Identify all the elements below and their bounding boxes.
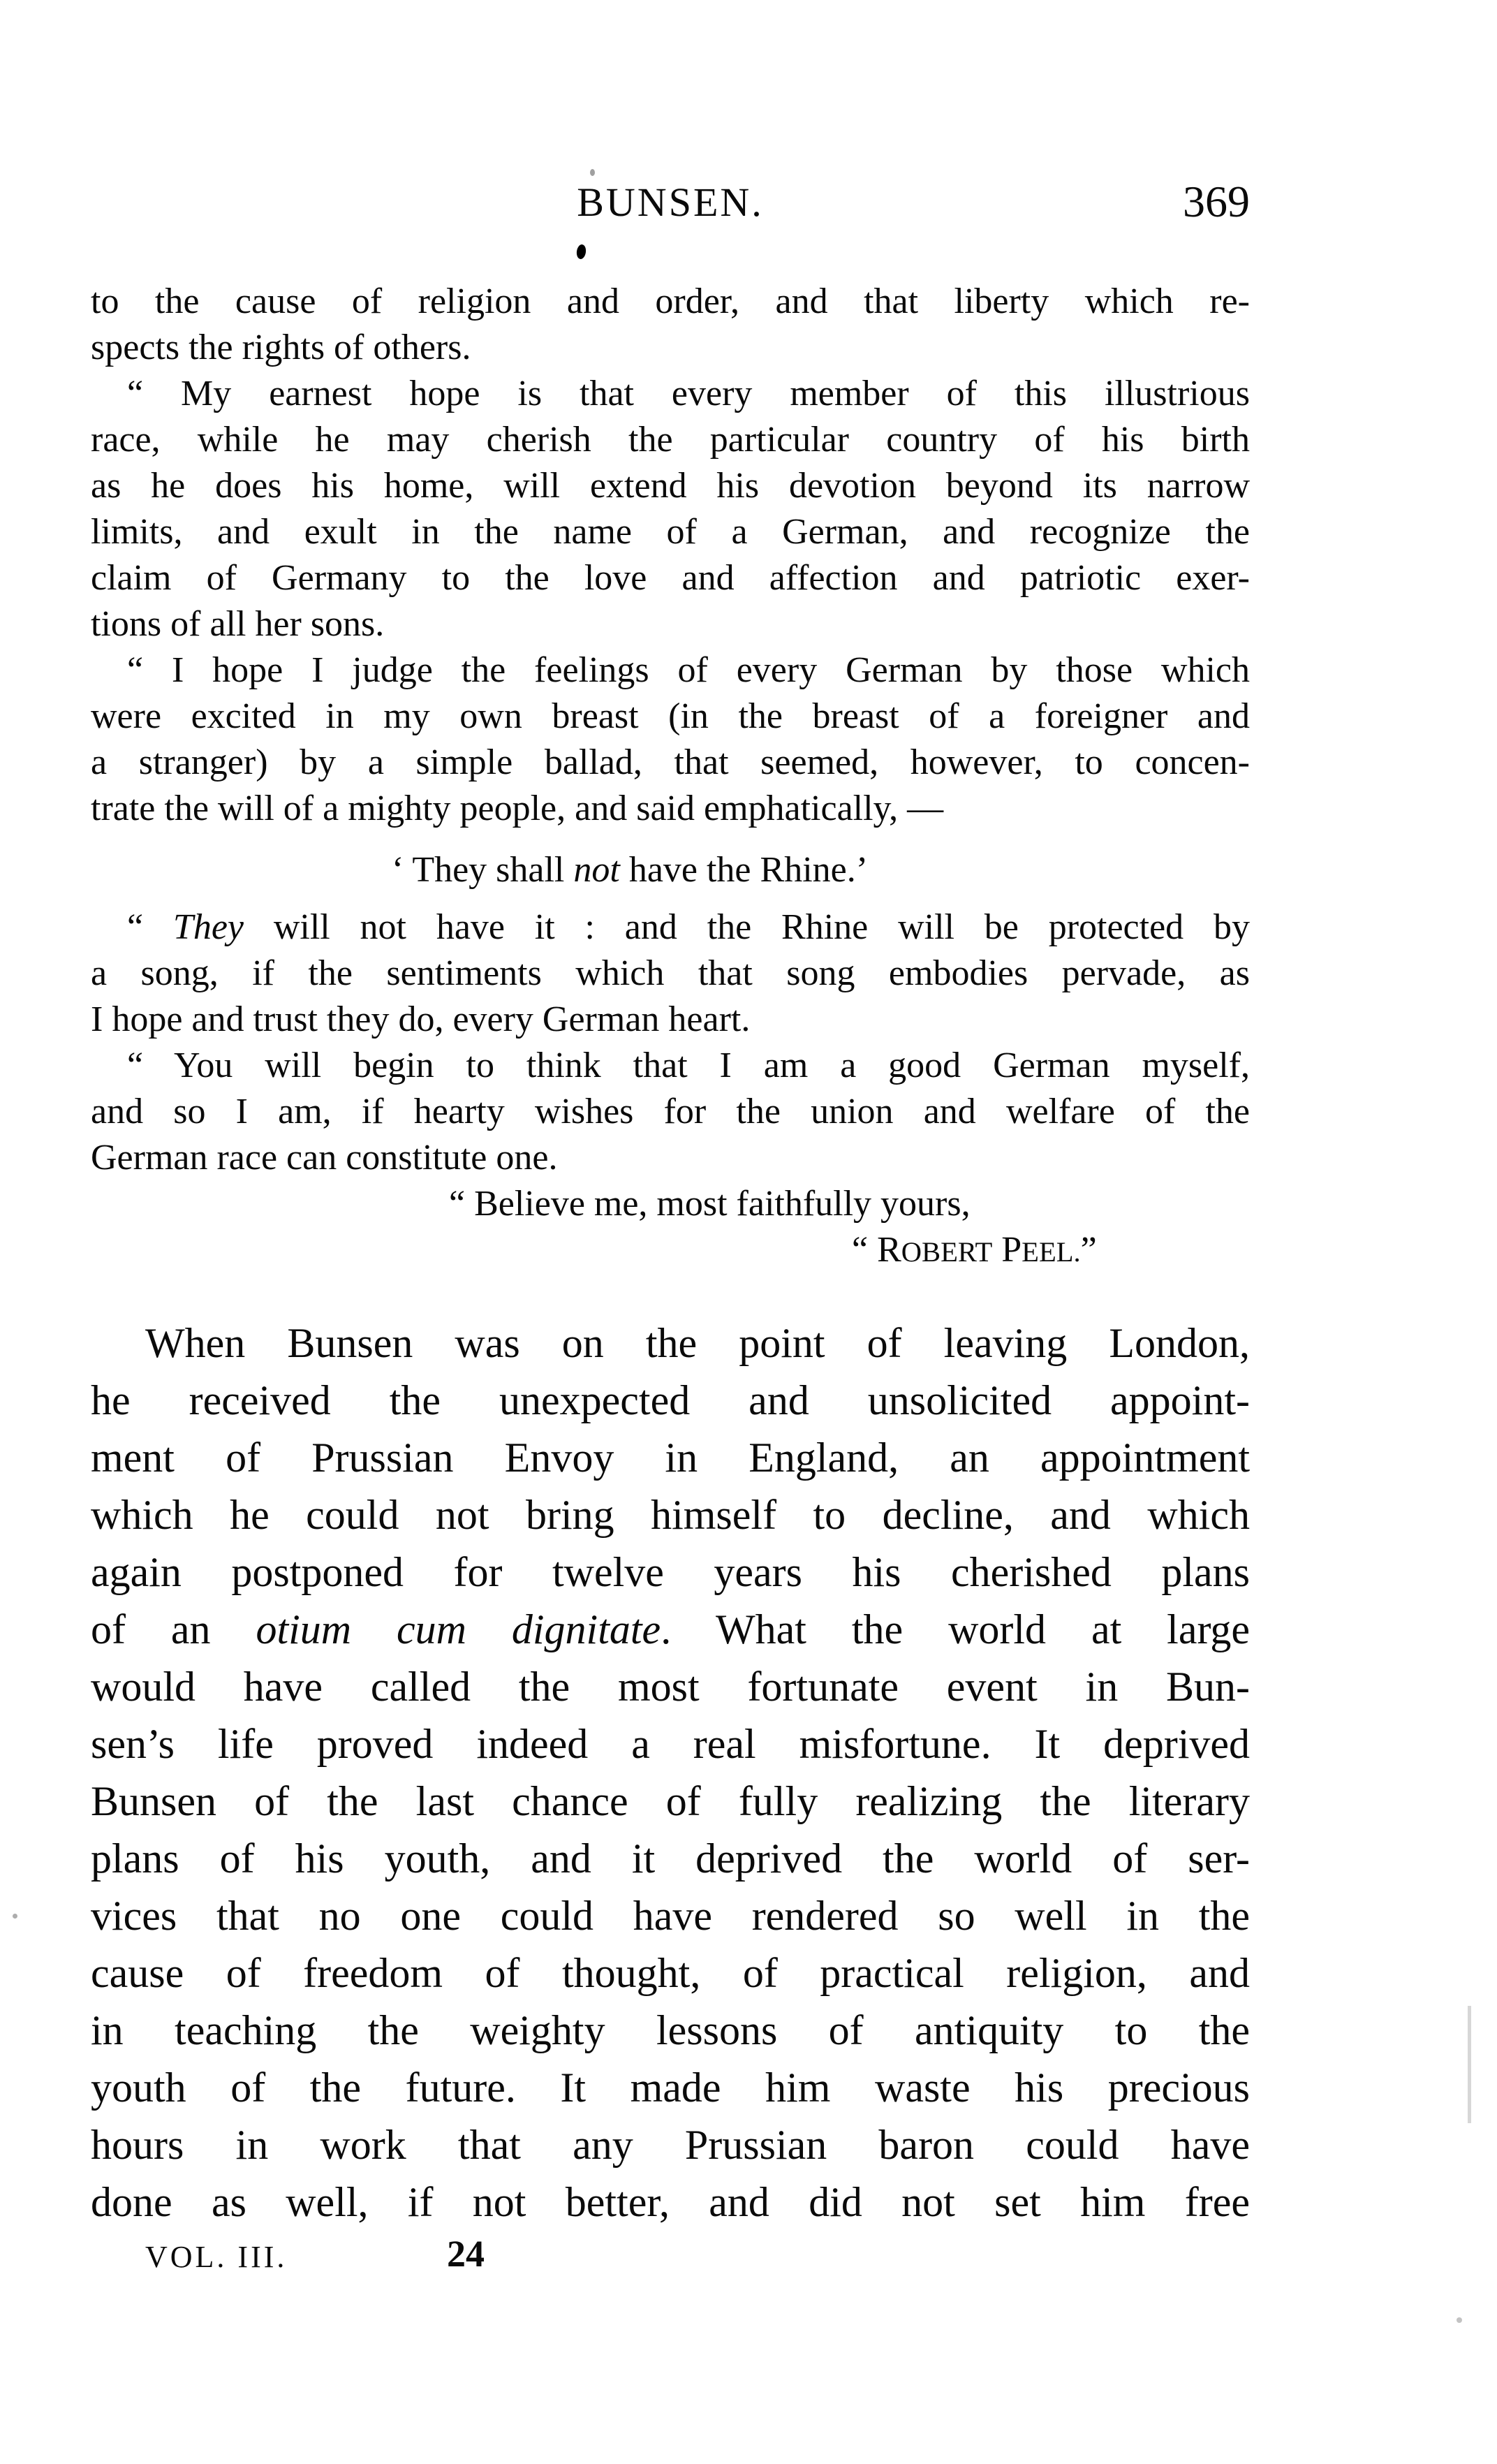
body-text-block (91, 279, 1250, 2231)
text-segment: hours in work that any Prussian baron could have (91, 2122, 1250, 2168)
text-segment: “ I hope I judge the feelings of every German by those which (127, 650, 1250, 690)
text-segment: plans of his youth, and it deprived the world of ser- (91, 1835, 1250, 1882)
text-segment: P (992, 1230, 1022, 1270)
text-line (91, 1135, 1250, 1181)
smallcaps-text: OBERT (901, 1236, 993, 1268)
text-line (91, 1543, 1250, 1601)
text-segment: of an (91, 1606, 256, 1652)
text-segment: trate the will of a mighty people, and said emphatically, — (91, 789, 944, 828)
text-segment: spects the rights of others. (91, 328, 471, 367)
text-segment: again postponed for twelve years his cherished plans (91, 1549, 1250, 1595)
text-segment: “ R (852, 1230, 901, 1270)
paragraph (852, 1227, 1250, 1275)
page-number: 369 (1183, 177, 1250, 226)
text-segment: German race can constitute one. (91, 1138, 558, 1178)
text-segment: vices that no one could have rendered so well in the (91, 1893, 1250, 1939)
paragraph (91, 1314, 1250, 2231)
text-line (449, 1181, 1250, 1227)
ink-speck (1457, 2317, 1462, 2323)
text-line (91, 1486, 1250, 1543)
volume-label: VOL. III. (145, 2240, 288, 2274)
ink-dot-artifact (576, 244, 587, 260)
ink-speck (13, 1914, 17, 1919)
text-segment: have the Rhine.’ (619, 850, 869, 890)
text-line (91, 1830, 1250, 1887)
text-segment: ment of Prussian Envoy in England, an appointment (91, 1435, 1250, 1481)
text-segment: “ Believe me, most faithfully yours, (449, 1184, 971, 1224)
text-line (91, 417, 1250, 463)
text-line (91, 1429, 1250, 1486)
text-line (91, 555, 1250, 601)
text-segment: in teaching the weighty lessons of antiquity to the (91, 2007, 1250, 2053)
italic-text: otium cum dignitate (256, 1606, 661, 1652)
text-line (91, 997, 1250, 1043)
text-segment: sen’s life proved indeed a real misfortune. It deprived (91, 1721, 1250, 1767)
text-line (91, 951, 1250, 997)
scan-edge-artifact (1468, 2006, 1471, 2123)
paragraph (449, 1181, 1250, 1227)
text-line (91, 1314, 1250, 1372)
text-segment: I hope and trust they do, every German heart. (91, 999, 751, 1039)
text-line (91, 694, 1250, 740)
text-segment: a song, if the sentiments which that song embodies pervade, as (91, 953, 1250, 993)
paragraph (91, 371, 1250, 647)
text-line (91, 279, 1250, 325)
italic-text: not (573, 850, 620, 890)
text-segment: were excited in my own breast (in the breast of a foreigner and (91, 696, 1250, 736)
text-segment: done as well, if not better, and did not set him free (91, 2179, 1250, 2225)
text-segment: “ You will begin to think that I am a good German myself, (127, 1046, 1250, 1085)
text-line (91, 1372, 1250, 1429)
text-line (91, 601, 1250, 647)
text-segment: Bunsen of the last chance of fully realizing the literary (91, 1778, 1250, 1824)
text-line (91, 786, 1250, 832)
text-segment: and so I am, if hearty wishes for the union and welfare of the (91, 1092, 1250, 1131)
text-segment: race, while he may cherish the particular country of his birth (91, 420, 1250, 460)
text-segment: When Bunsen was on the point of leaving London, (145, 1320, 1250, 1366)
text-segment: youth of the future. It made him waste his precious (91, 2065, 1250, 2111)
text-line (91, 1773, 1250, 1830)
text-line (91, 463, 1250, 509)
ink-speck (590, 169, 595, 176)
italic-text: They (172, 907, 244, 947)
paragraph (91, 904, 1250, 1043)
text-line (91, 2173, 1250, 2231)
text-segment: as he does his home, will extend his devotion beyond its narrow (91, 466, 1250, 506)
text-line (91, 1887, 1250, 1944)
paragraph (91, 1043, 1250, 1181)
text-segment: ‘ They shall (391, 850, 574, 890)
text-segment: . What the world at large (661, 1606, 1250, 1652)
text-line (91, 740, 1250, 786)
paragraph (91, 647, 1250, 832)
text-line (91, 647, 1250, 694)
text-line (91, 1658, 1250, 1715)
text-line (91, 1944, 1250, 2002)
text-line (91, 509, 1250, 555)
text-segment: “ (127, 907, 173, 947)
text-line (91, 2059, 1250, 2116)
text-segment: would have called the most fortunate event in Bun- (91, 1664, 1250, 1710)
text-line (91, 2116, 1250, 2173)
text-segment: will not have it : and the Rhine will be protected by (244, 907, 1250, 947)
text-line (91, 371, 1250, 417)
text-segment: tions of all her sons. (91, 604, 385, 644)
text-line (50, 847, 1209, 893)
text-line (91, 325, 1250, 371)
text-segment: a stranger) by a simple ballad, that seemed, however, to concen- (91, 742, 1250, 782)
text-line (91, 904, 1250, 951)
text-line (852, 1227, 1250, 1275)
text-segment: which he could not bring himself to decline, and which (91, 1492, 1250, 1538)
text-line (91, 2002, 1250, 2059)
text-segment: claim of Germany to the love and affection and patriotic exer- (91, 558, 1250, 598)
text-line (91, 1043, 1250, 1089)
paragraph (91, 279, 1250, 371)
text-segment: limits, and exult in the name of a German, and recognize the (91, 512, 1250, 552)
text-segment: to the cause of religion and order, and that liberty which re- (91, 281, 1250, 321)
text-segment: he received the unexpected and unsolicited appoint- (91, 1377, 1250, 1423)
verse-quote (91, 847, 1250, 893)
signature-number: 24 (447, 2233, 485, 2275)
running-header-title: BUNSEN. (577, 179, 764, 225)
text-segment: ” (1080, 1230, 1097, 1270)
text-segment: “ My earnest hope is that every member of this illustrious (127, 374, 1250, 413)
text-line (91, 1089, 1250, 1135)
text-line (91, 1601, 1250, 1658)
smallcaps-text: EEL. (1022, 1236, 1081, 1268)
page-footer (145, 2232, 704, 2277)
text-line (91, 1715, 1250, 1773)
text-segment: cause of freedom of thought, of practical religion, and (91, 1950, 1250, 1996)
